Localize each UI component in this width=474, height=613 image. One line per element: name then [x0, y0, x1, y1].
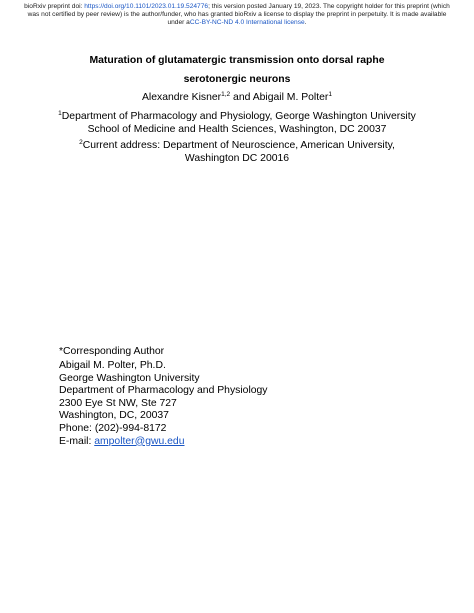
author-affiliation-marker: 1,2	[221, 91, 231, 98]
contact-street: 2300 Eye St NW, Ste 727	[59, 397, 177, 409]
contact-name: Abigail M. Polter, Ph.D.	[59, 360, 166, 371]
email-link[interactable]: ampolter@gwu.edu	[94, 435, 185, 447]
affiliation-marker: 1	[58, 110, 62, 117]
author-list	[30, 92, 444, 104]
contact-city: Washington, DC, 20037	[59, 410, 169, 422]
notice-text-part1: bioRxiv preprint doi:	[24, 3, 85, 10]
doi-link[interactable]: https://doi.org/10.1101/2023.01.19.524776	[84, 3, 209, 10]
corresponding-author-heading: *Corresponding Author	[59, 346, 165, 357]
notice-text-part2: ; this version posted January 19, 2023. The copyright holder for this preprint (which was not certified by peer review) is the author/funder, who has granted bioRxiv a license to display the preprint in perpetuity. It is made available under a	[27, 3, 450, 27]
affiliation-text: Current address: Department of Neuroscience, American University, Washington DC 20016	[82, 140, 395, 165]
affiliation-marker: 2	[79, 139, 83, 146]
author-joiner: and	[230, 92, 253, 103]
preprint-notice	[20, 3, 454, 28]
paper-title-line-1: Maturation of glutamatergic transmission onto dorsal raphe	[89, 55, 385, 66]
paper-title-line-2: serotonergic neurons	[183, 74, 291, 85]
contact-department: Department of Pharmacology and Physiology	[59, 385, 268, 397]
affiliation-text: Department of Pharmacology and Physiology, George Washington University School of Medicine and Health Sciences, Washington, DC 20037	[61, 111, 416, 136]
email-label: E-mail:	[59, 435, 95, 447]
affiliation-2	[54, 139, 420, 166]
contact-institution: George Washington University	[59, 372, 200, 384]
notice-text-part3: .	[304, 19, 307, 27]
author-affiliation-marker: 1	[328, 91, 332, 98]
contact-email-line	[59, 436, 268, 449]
affiliation-1	[54, 110, 420, 137]
corresponding-author-contact	[59, 360, 268, 448]
author-name: Abigail M. Polter	[252, 92, 329, 103]
author-name: Alexandre Kisner	[141, 92, 222, 103]
contact-phone: Phone: (202)-994-8172	[59, 422, 167, 434]
license-link[interactable]: CC-BY-NC-ND 4.0 International license	[189, 19, 305, 27]
